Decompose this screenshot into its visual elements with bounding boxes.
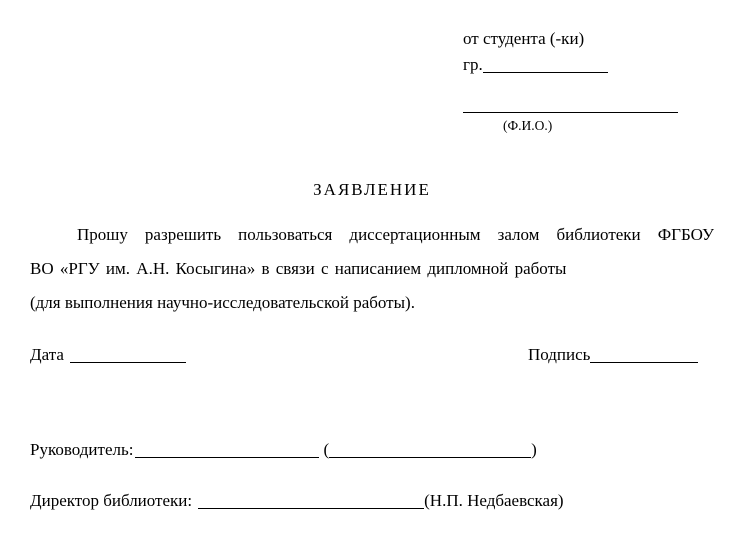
- supervisor-paren-close: ): [531, 440, 537, 459]
- supervisor-blank-line: [135, 440, 319, 458]
- date-label: Дата: [30, 345, 64, 364]
- document-title: ЗАЯВЛЕНИЕ: [313, 180, 431, 199]
- supervisor-label: Руководитель:: [30, 440, 134, 459]
- date-blank-line: [70, 345, 186, 363]
- director-row: [30, 491, 564, 511]
- supervisor-paren-open: (: [323, 440, 330, 459]
- from-student-label: от студента (-ки): [463, 29, 585, 48]
- fio-blank-line: [463, 96, 678, 113]
- director-label: Директор библиотеки:: [30, 491, 193, 510]
- date-row: [30, 345, 186, 365]
- signature-blank-line: [590, 345, 698, 363]
- director-name: (Н.П. Недбаевская): [424, 491, 564, 510]
- group-label: гр.: [463, 55, 483, 74]
- signature-row: [528, 345, 698, 365]
- body-paragraph-line-1: Прошу разрешить пользоваться диссертационным залом библиотеки ФГБОУ: [77, 225, 714, 244]
- group-row: [463, 55, 608, 75]
- group-blank-line: [483, 55, 608, 73]
- director-blank-line: [198, 491, 424, 509]
- fio-caption: (Ф.И.О.): [503, 118, 553, 133]
- supervisor-row: [30, 440, 537, 460]
- body-paragraph-line-2: ВО «РГУ им. А.Н. Косыгина» в связи с написанием дипломной работы: [30, 259, 567, 278]
- body-paragraph-line-3: (для выполнения научно-исследовательской работы).: [30, 293, 415, 312]
- signature-label: Подпись: [528, 345, 591, 364]
- supervisor-name-blank-line: [329, 440, 531, 458]
